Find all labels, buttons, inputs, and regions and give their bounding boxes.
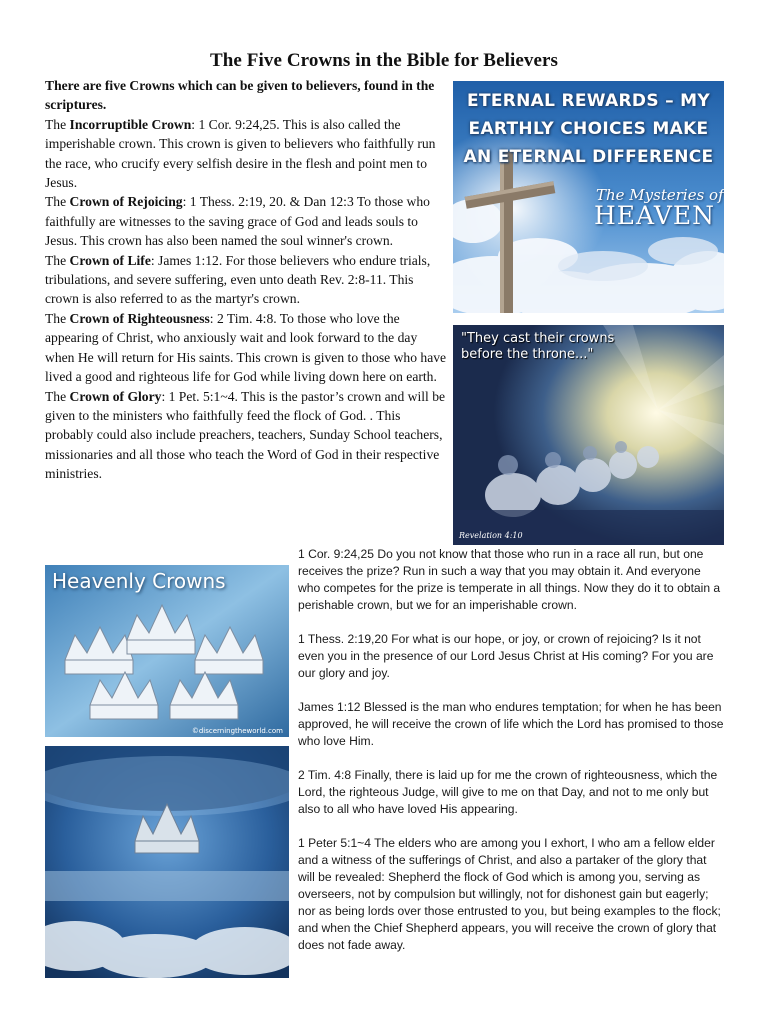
heaven-label: HEAVEN <box>594 201 716 230</box>
mysteries-label: The Mysteries of <box>596 186 724 204</box>
crown-paragraph-incorruptible: The Incorruptible Crown: 1 Cor. 9:24,25. This is also called the imperishable crown. This crown is given to believers who faithfully run the race, who crucify every selfish desire in the flesh and point men to Jesus. <box>45 116 436 191</box>
crown-paragraph-rejoicing: The Crown of Rejoicing: 1 Thess. 2:19, 20. & Dan 12:3 To those who faithfully are witnesses to the saving grace of God and leads souls to Jesus. This crown has also been named the soul winner's crown. <box>45 194 430 249</box>
crown-name: Incorruptible Crown <box>69 116 192 132</box>
crown-name: Crown of Life <box>69 252 151 268</box>
revelation-reference: Revelation 4:10 <box>459 531 523 540</box>
heaven-crown-image <box>45 746 289 978</box>
page-title: The Five Crowns in the Bible for Believers <box>209 50 559 71</box>
crown-paragraph-glory: The Crown of Glory: 1 Pet. 5:1~4. This is the pastor’s crown and will be given to the ministers who faithfully feed the flock of God. . This probably could also include preachers, teachers, Sunday School teachers, missionaries and all those who teach the Word of God in their respective ministries. <box>45 388 446 482</box>
eternal-headline: ETERNAL REWARDS – MY EARTHLY CHOICES MAKE AN ETERNAL DIFFERENCE <box>463 91 714 167</box>
crowns-summary <box>45 76 447 484</box>
crown-name: Crown of Glory <box>69 388 162 404</box>
crown-paragraph-life: The Crown of Life: James 1:12. For those believers who endure trials, tribulations, and severe suffering, even unto death Rev. 2:8-11. This crown is also referred to as the martyr's crown. <box>45 252 431 307</box>
crown-name: Crown of Righteousness <box>69 310 210 326</box>
eternal-rewards-image <box>453 81 724 313</box>
cast-crowns-image <box>453 325 724 545</box>
crown-name: Crown of Rejoicing <box>69 194 183 210</box>
intro-text: There are five Crowns which can be given to believers, found in the scriptures. <box>45 78 435 113</box>
crown-paragraph-righteousness: The Crown of Righteousness: 2 Tim. 4:8. To those who love the appearing of Christ, who anxiously wait and look forward to the day when He will return for His saints. This crown is given to those who have lived a good and righteous life for God while living down here on earth. <box>45 310 447 385</box>
verse-2-tim: 2 Tim. 4:8 Finally, there is laid up for me the crown of righteousness, which the Lord, the righteous Judge, will give to me on that Day, and not to me only but also to all who have loved His appearing. <box>298 768 718 816</box>
verse-1-thess: 1 Thess. 2:19,20 For what is our hope, or joy, or crown of rejoicing? Is it not even you in the presence of our Lord Jesus Christ at His coming? For you are our glory and joy. <box>298 632 714 680</box>
image-credit: ©discerningtheworld.com <box>191 727 283 735</box>
verse-1-peter: 1 Peter 5:1~4 The elders who are among you I exhort, I who am a fellow elder and a witness of the sufferings of Christ, and also a partaker of the glory that will be revealed: Shepherd the flock of God which is among you, serving as overseers, not by compulsion but willingly, not for dishonest gain but eagerly; nor as being lords over those entrusted to you, but being examples to the flock; and when the Chief Shepherd appears, you will receive the crown of glory that does not fade away. <box>298 836 721 952</box>
verse-1-cor: 1 Cor. 9:24,25 Do you not know that those who run in a race all run, but one receives the prize? Run in such a way that you may obtain it. And everyone who competes for the prize is temperate in all things. Now they do it to obtain a perishable crown, but we for an imperishable crown. <box>298 547 721 612</box>
cast-crowns-quote: "They cast their crowns before the throne..." <box>461 331 615 362</box>
heavenly-crowns-title: Heavenly Crowns <box>52 569 226 593</box>
verse-james: James 1:12 Blessed is the man who endures temptation; for when he has been approved, he will receive the crown of life which the Lord has promised to those who love Him. <box>298 700 724 748</box>
crown-over-earth-illustration <box>45 746 289 978</box>
scripture-verses <box>298 546 726 971</box>
heavenly-crowns-image <box>45 565 289 737</box>
